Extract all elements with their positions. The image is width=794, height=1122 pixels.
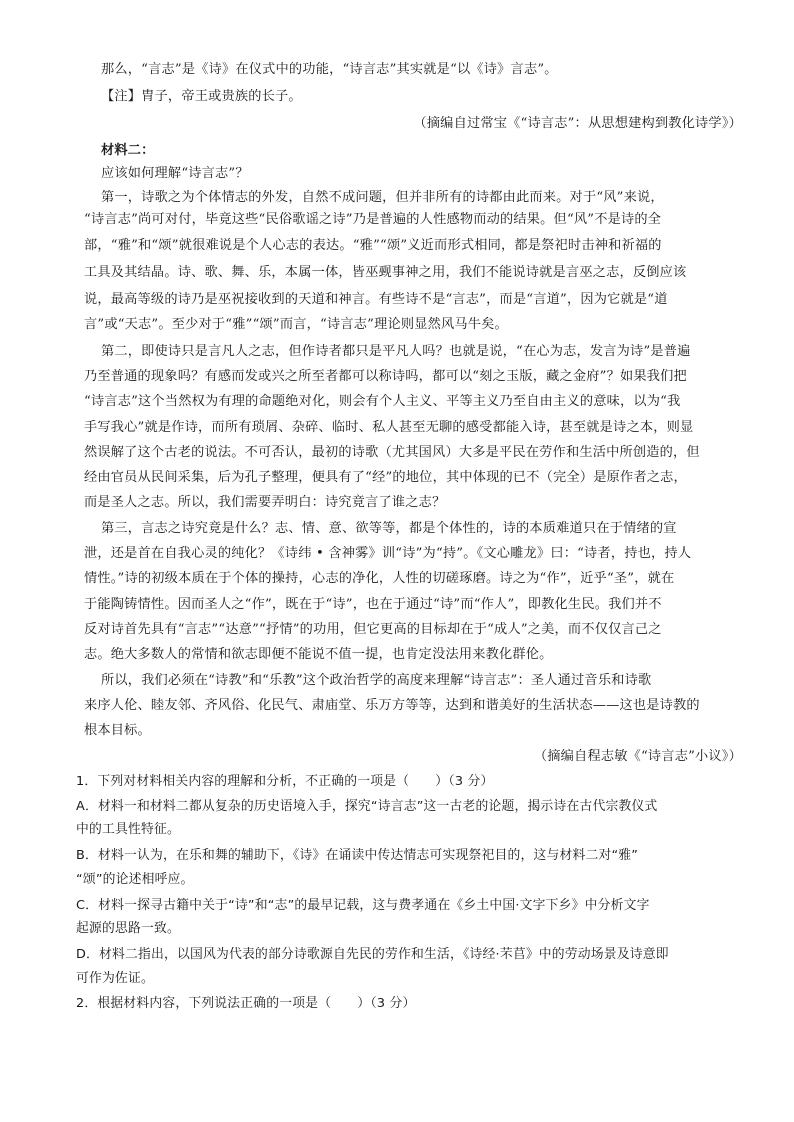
note-line: 【注】胄子，帝王或贵族的长子。 [101, 89, 302, 104]
option-a-cont: 中的工具性特征。 [76, 822, 180, 837]
text-line: 言”或“天志”。至少对于“雅”“颂”而言，“诗言志”理论则显然风马牛矣。 [84, 317, 508, 332]
option-c-cont: 起源的思路一致。 [76, 921, 180, 936]
source-citation: （摘编自过常宝《“诗言志”：从思想建构到教化诗学》） [413, 116, 742, 131]
text-line: “诗言志”这个当然权为有理的命题绝对化，则会有个人主义、平等主义乃至自由主义的意味，以为“我 [84, 394, 681, 409]
text-line: 那么，“言志”是《诗》在仪式中的功能，“诗言志”其实就是“以《诗》言志”。 [101, 62, 558, 77]
option-b: B．材料一认为，在乐和舞的辅助下，《诗》在诵读中传达情志可实现祭祀目的，这与材料二对“雅” [76, 848, 639, 863]
text-line: 说，最高等级的诗乃是巫祝接收到的天道和神言。有些诗不是“言志”，而是“言道”，因为它就是“道 [84, 292, 668, 307]
text-line: 所以，我们必须在“诗教”和“乐教”这个政治哲学的高度来理解“诗言志”：圣人通过音乐和诗歌 [101, 673, 652, 688]
text-line: 手写我心”就是作诗，而所有琐屑、杂碎、临时、私人甚至无聊的感受都能入诗，甚至就是诗之本，则显 [84, 420, 694, 435]
text-line: 第二，即使诗只是言凡人之志，但作诗者都只是平凡人吗？也就是说，“在心为志，发言为诗”是普遍 [101, 344, 691, 359]
text-line: 志。绝大多数人的常情和欲志即便不能说不值一提，也肯定没法用来教化群伦。 [84, 647, 553, 662]
option-d-cont: 可作为佐证。 [76, 971, 154, 986]
option-c: C．材料一探寻古籍中关于“诗”和“志”的最早记载，这与费孝通在《乡土中国·文字下乡》中分析文字 [76, 898, 650, 913]
text-line: 应该如何理解“诗言志”？ [101, 166, 249, 181]
text-line: 第一，诗歌之为个体情志的外发，自然不成问题，但并非所有的诗都由此而来。对于“风”来说， [101, 190, 664, 205]
text-line: “诗言志”尚可对付，毕竟这些“民俗歌谣之诗”乃是普遍的人性感物而动的结果。但“风”不是诗的全 [84, 212, 662, 227]
option-d: D．材料二指出，以国风为代表的部分诗歌源自先民的劳作和生活，《诗经·芣苢》中的劳动场景及诗意即 [76, 947, 669, 962]
text-line: 然误解了这个古老的说法。不可否认，最初的诗歌（尤其国风）大多是平民在劳作和生活中所创造的，但 [84, 445, 700, 460]
question-1: 1．下列对材料相关内容的理解和分析，不正确的一项是（ ）（3 分） [76, 774, 494, 789]
section-heading: 材料二： [101, 143, 155, 158]
text-line: 来序人伦、睦友邻、齐风俗、化民气、肃庙堂、乐万方等等，达到和谐美好的生活状态——这也是诗教的 [84, 698, 700, 713]
text-line: 乃至普通的现象吗？有感而发或兴之所至者都可以称诗吗，都可以“刻之玉版，藏之金府”？如果我们把 [84, 369, 687, 384]
text-line: 于能陶铸情性。因而圣人之“作”，既在于“诗”，也在于通过“诗”而“作人”，即教化生民。我们并不 [84, 597, 662, 612]
question-2: 2．根据材料内容，下列说法正确的一项是（ ）（3 分） [76, 996, 416, 1011]
text-line: 第三，言志之诗究竟是什么？志、情、意、欲等等，都是个体性的，诗的本质难道只在于情绪的宣 [101, 521, 677, 536]
text-line: 反对诗首先具有“言志”“达意”“抒情”的功用，但它更高的目标却在于“成人”之美，而不仅仅言己之 [84, 622, 662, 637]
text-line: 泄，还是首在自我心灵的纯化？《诗纬 • 含神雾》训“诗”为“持”。《文心雕龙》曰：“诗者，持也，持人 [84, 546, 692, 561]
option-b-cont: “颂”的论述相呼应。 [76, 872, 194, 887]
option-a: A．材料一和材料二都从复杂的历史语境入手，探究“诗言志”这一古老的论题，揭示诗在古代宗教仪式 [76, 799, 658, 814]
text-line: 工具及其结晶。诗、歌、舞、乐，本属一体，皆巫觋事神之用，我们不能说诗就是言巫之志，反倒应该 [84, 265, 687, 280]
source-citation: （摘编自程志敏《“诗言志”小议》） [533, 749, 742, 764]
text-line: 而是圣人之志。所以，我们需要弄明白：诗究竟言了谁之志？ [84, 495, 446, 510]
text-line: 部，“雅”和“颂”就很难说是个人心志的表达。“雅”“颂”义近而形式相同，都是祭祀时击神和祈福的 [84, 238, 662, 253]
text-line: 经由官员从民间采集，后为孔子整理，便具有了“经”的地位，其中体现的已不（完全）是原作者之志， [84, 470, 687, 485]
text-line: 情性。”诗的初级本质在于个体的操持，心志的净化，人性的切磋琢磨。诗之为“作”，近乎“圣”，就在 [84, 571, 675, 586]
text-line: 根本目标。 [84, 723, 151, 738]
